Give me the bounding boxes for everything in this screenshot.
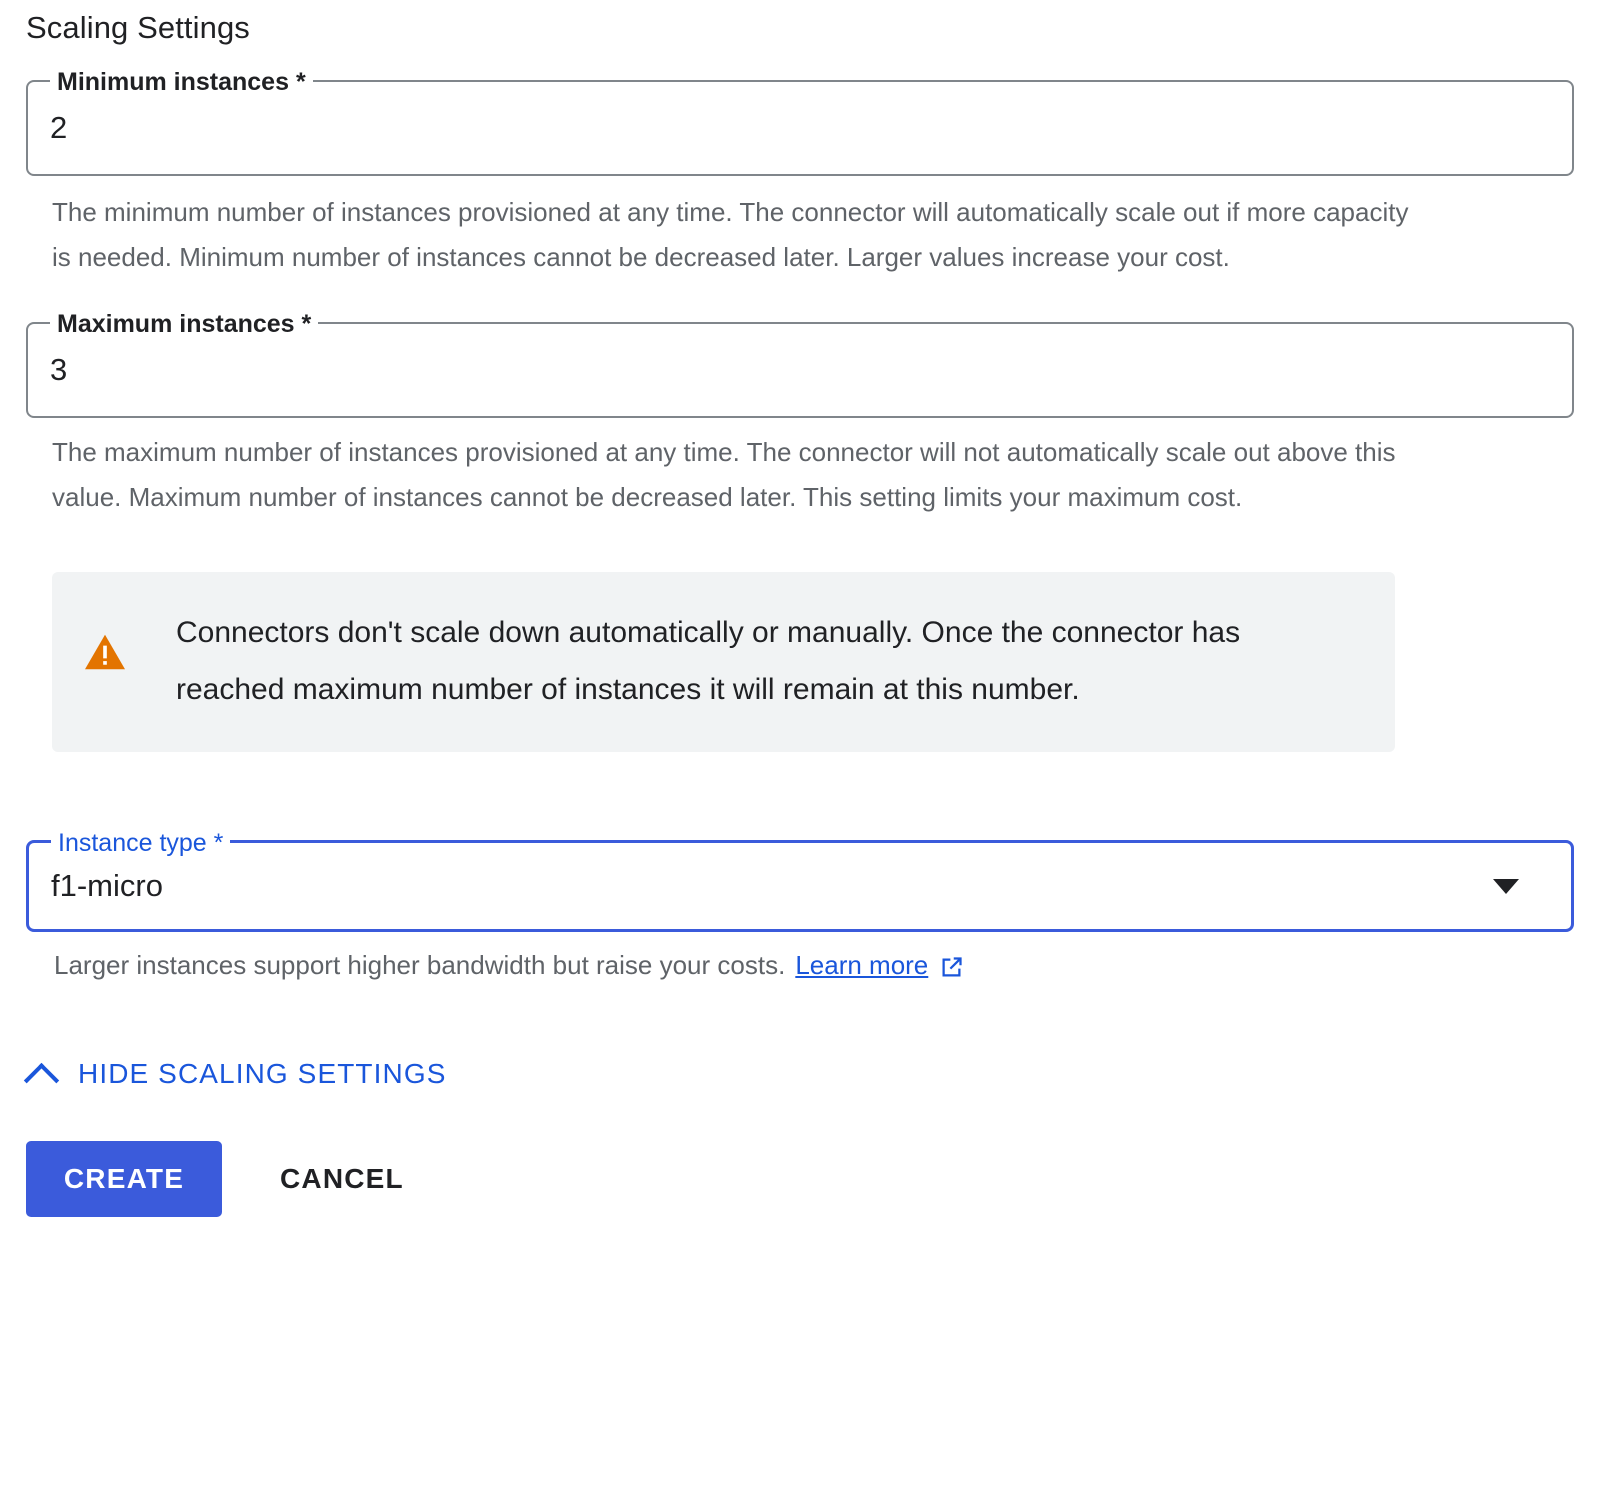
warning-text: Connectors don't scale down automatically or manually. Once the connector has reached maximum number of instances it will remain at this number. [176,616,1241,706]
chevron-down-icon[interactable] [1493,879,1519,894]
max-instances-input[interactable] [26,310,1574,418]
instance-type-helper-text: Larger instances support higher bandwidth but raise your costs. [54,950,786,980]
min-instances-value: 2 [50,110,68,145]
min-instances-label: Minimum instances * [50,67,313,97]
instance-type-value: f1-micro [51,868,163,903]
cancel-button[interactable]: CANCEL [258,1141,426,1217]
open-in-new-icon[interactable] [938,954,965,981]
max-instances-field [26,310,1574,520]
instance-type-select[interactable] [26,829,1574,932]
instance-type-helper [54,950,1574,981]
learn-more-link[interactable]: Learn more [795,950,929,980]
hide-scaling-settings-label: HIDE SCALING SETTINGS [78,1058,447,1089]
instance-type-field [26,829,1574,981]
min-instances-helper: The minimum number of instances provisioned at any time. The connector will automatically scale out if more capacity is needed. Minimum number of instances cannot be decreased later. Larger values increase your cost. [52,197,1409,272]
min-instances-input[interactable] [26,68,1574,176]
hide-scaling-settings-toggle[interactable] [26,1057,1574,1091]
max-instances-label: Maximum instances * [50,309,318,339]
warning-icon [74,604,136,672]
scale-down-warning-callout [52,572,1395,752]
max-instances-helper: The maximum number of instances provisioned at any time. The connector will not automatically scale out above this value. Maximum number of instances cannot be decreased later. This setting limits your maximum cost. [52,437,1396,512]
create-button[interactable]: CREATE [26,1141,222,1217]
min-instances-field [26,68,1574,280]
page-title: Scaling Settings [26,10,250,45]
instance-type-label: Instance type * [51,828,230,858]
chevron-up-icon [26,1057,60,1091]
max-instances-value: 3 [50,352,68,387]
form-actions [26,1141,1574,1217]
